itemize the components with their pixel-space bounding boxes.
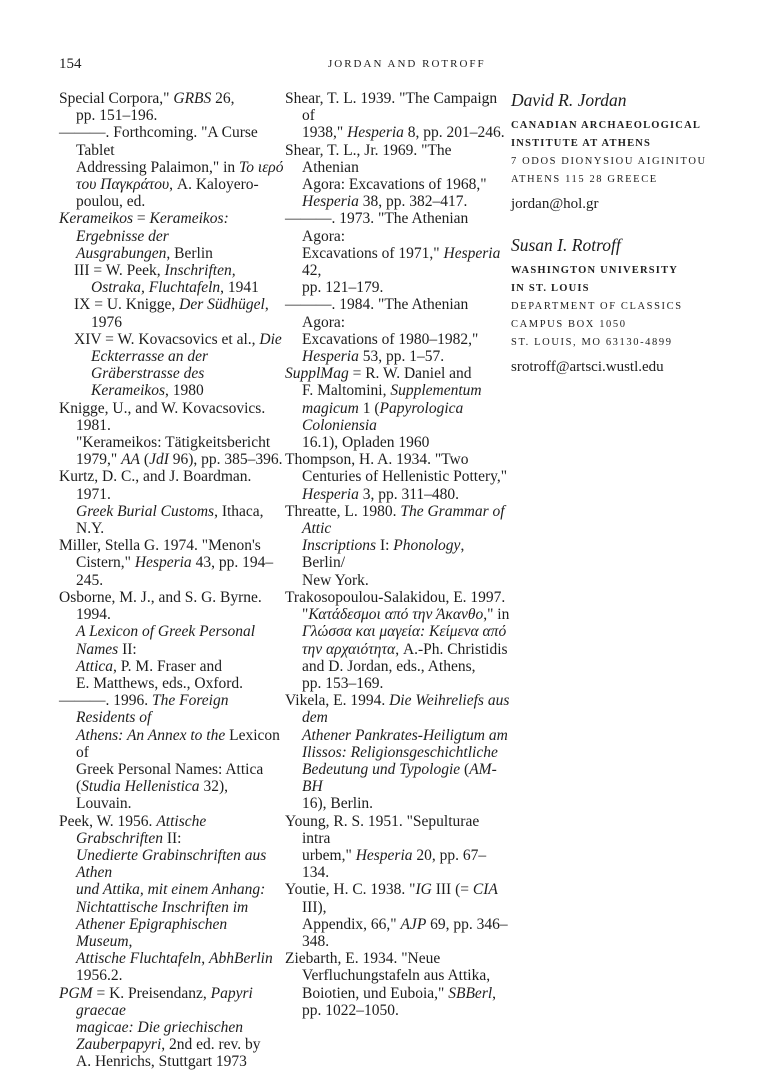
author-name: David R. Jordan <box>511 90 627 110</box>
bibliography-entry: SupplMag = R. W. Daniel and F. Maltomini, Supplementum magicum 1 (Papyrologica Coloniensia 16.1), Opladen 1960 <box>285 365 482 452</box>
institution-line: WASHINGTON UNIVERSITY <box>511 265 679 277</box>
author-email: srotroff@artsci.wustl.edu <box>511 359 664 376</box>
bibliography-entry: Kerameikos = Kerameikos: Ergebnisse der Ausgrabungen, Berlin <box>59 210 229 262</box>
bibliography-entry: Young, R. S. 1951. "Sepulturae intra urbem," Hesperia 20, pp. 67–134. <box>285 812 487 882</box>
bibliography-entry: Shear, T. L. 1939. "The Campaign of 1938," Hesperia 8, pp. 201–246. <box>285 90 505 142</box>
author-address <box>511 153 751 189</box>
author-block <box>511 90 751 213</box>
bibliography-entry: Osborne, M. J., and S. G. Byrne. 1994. A Lexicon of Greek Personal Names II: Attica, P. M. Fraser and E. Matthews, eds., Oxford. <box>59 588 262 692</box>
bibliography-middle-column <box>285 90 511 1019</box>
bibliography-left-column <box>59 90 287 1071</box>
bibliography-subentry: IX = U. Knigge, Der Südhügel, 1976 <box>74 296 269 331</box>
address-line: CAMPUS BOX 1050 <box>511 319 627 331</box>
author-name: Susan I. Rotroff <box>511 235 621 256</box>
address-line: DEPARTMENT OF CLASSICS <box>511 301 683 313</box>
author-addresses-column <box>511 90 751 376</box>
author-block <box>511 235 751 376</box>
address-line: ATHENS 115 28 GREECE <box>511 174 658 185</box>
address-line: 7 ODOS DIONYSIOU AIGINITOU <box>511 156 707 167</box>
author-email: jordan@hol.gr <box>511 196 599 212</box>
author-institution <box>511 117 751 153</box>
bibliography-subentry: III = W. Peek, Inschriften, Ostraka, Fluchtafeln, 1941 <box>74 262 259 297</box>
bibliography-entry: ———. 1984. "The Athenian Agora: Excavations of 1980–1982," Hesperia 53, pp. 1–57. <box>285 296 479 366</box>
bibliography-entry: Kurtz, D. C., and J. Boardman. 1971. Greek Burial Customs, Ithaca, N.Y. <box>59 468 264 538</box>
bibliography-entry: Knigge, U., and W. Kovacsovics. 1981. "Kerameikos: Tätigkeitsbericht 1979," AA (JdI 96), pp. 385–396. <box>59 399 283 469</box>
bibliography-entry: Special Corpora," GRBS 26, pp. 151–196. <box>59 90 235 125</box>
author-address <box>511 298 751 352</box>
bibliography-entry: Shear, T. L., Jr. 1969. "The Athenian Agora: Excavations of 1968," Hesperia 38, pp. 382–417. <box>285 141 487 211</box>
institution-line: INSTITUTE AT ATHENS <box>511 138 652 149</box>
bibliography-entry: ———. 1996. The Foreign Residents of Athens: An Annex to the Lexicon of Greek Personal Names: Attica (Studia Hellenistica 32), Louvain. <box>59 692 280 813</box>
address-line: ST. LOUIS, MO 63130-4899 <box>511 337 673 349</box>
bibliography-entry: Trakosopoulou-Salakidou, E. 1997. "Κατάδεσμοι από την Άκανθο," in Γλώσσα και μαγεία: Κείμενα από την αρχαιότητα, A.-Ph. Christidis and D. Jordan, eds., Athens, pp. 153–169. <box>285 588 510 692</box>
author-institution <box>511 262 751 298</box>
bibliography-entry: ———. 1973. "The Athenian Agora: Excavations of 1971," Hesperia 42, pp. 121–179. <box>285 210 501 297</box>
institution-line: IN ST. LOUIS <box>511 283 590 295</box>
bibliography-entry: ———. Forthcoming. "A Curse Tablet Addressing Palaimon," in Το ιερό του Παγκράτου, A. Kaloyero- poulou, ed. <box>59 124 284 211</box>
bibliography-entry: Youtie, H. C. 1938. "IG III (= CIA III), Appendix, 66," AJP 69, pp. 346– 348. <box>285 881 508 950</box>
bibliography-subentry: XIV = W. Kovacsovics et al., Die Eckterrasse an der Gräberstrasse des Kerameikos, 1980 <box>74 330 282 400</box>
bibliography-entry: Vikela, E. 1994. Die Weihreliefs aus dem Athener Pankrates-Heiligtum am Ilissos: Religionsgeschichtliche Bedeutung und Typologie (AM-BH 16), Berlin. <box>285 692 510 813</box>
running-head: JORDAN AND ROTROFF <box>328 58 486 70</box>
bibliography-entry: PGM = K. Preisendanz, Papyri graecae magicae: Die griechischen Zauberpapyri, 2nd ed. rev. by A. Henrichs, Stuttgart 1973 <box>59 984 261 1071</box>
bibliography-entry: Threatte, L. 1980. The Grammar of Attic Inscriptions I: Phonology, Berlin/ New York. <box>285 502 505 589</box>
page-number: 154 <box>59 56 82 72</box>
bibliography-entry: Miller, Stella G. 1974. "Menon's Cistern," Hesperia 43, pp. 194–245. <box>59 537 274 589</box>
bibliography-entry: Ziebarth, E. 1934. "Neue Verfluchungstafeln aus Attika, Boiotien, und Euboia," SBBerl, pp. 1022–1050. <box>285 950 497 1019</box>
bibliography-entry: Peek, W. 1956. Attische Grabschriften II: Unedierte Grabinschriften aus Athen und Attika, mit einem Anhang: Nichtattische Inschriften im Athener Epigraphischen Museum, Attische Fluchtafeln, AbhBerlin 1956.2. <box>59 812 273 985</box>
bibliography-entry: Thompson, H. A. 1934. "Two Centuries of Hellenistic Pottery," Hesperia 3, pp. 311–480. <box>285 451 508 503</box>
institution-line: CANADIAN ARCHAEOLOGICAL <box>511 120 702 131</box>
